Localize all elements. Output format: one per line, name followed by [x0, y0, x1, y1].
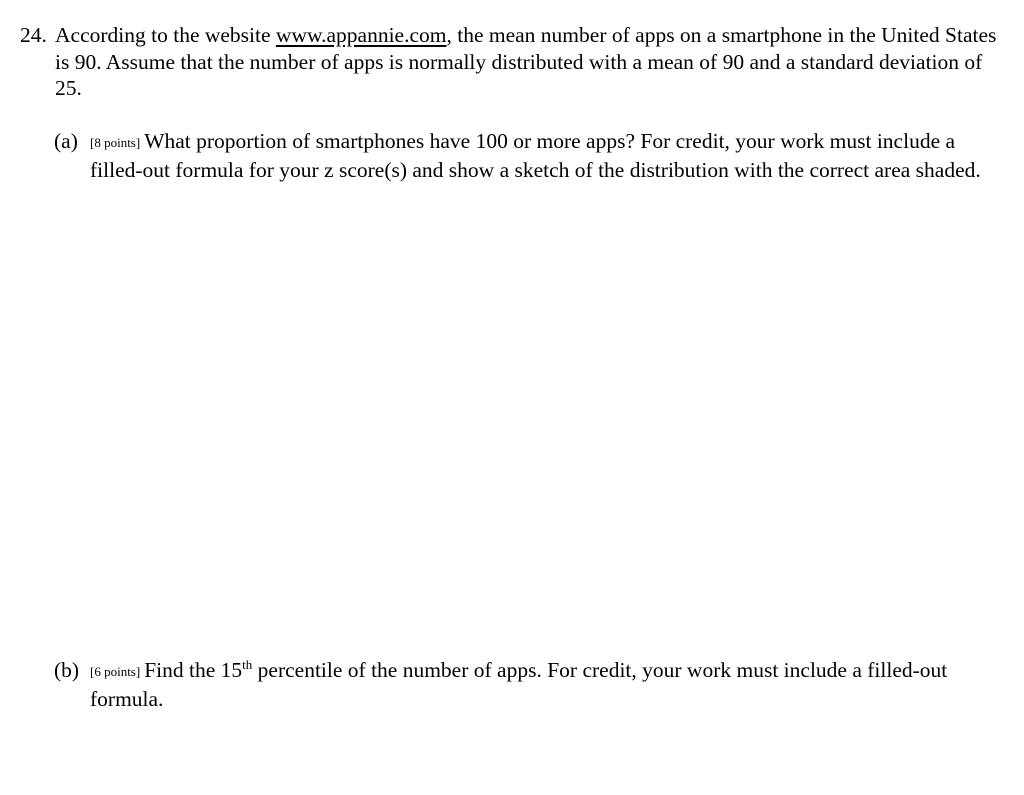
ordinal-superscript: th: [242, 657, 253, 672]
part-a-text: What proportion of smartphones have 100 or more apps? For credit, your work must include a filled-out formula for your z score(s) and show a sketch of the distribution with the correct area shaded.: [90, 129, 981, 182]
problem-number: 24.: [20, 23, 47, 47]
part-b-text-end: percentile of the number of apps. For credit, your work must include a filled-out formula.: [90, 658, 948, 711]
website-link[interactable]: www.appannie.com: [275, 23, 447, 47]
problem-statement: [55, 22, 1005, 102]
problem-intro-start: According to the website: [55, 23, 276, 47]
part-b-text-start: Find the 15: [144, 658, 243, 682]
part-a-label: (a): [54, 129, 78, 153]
part-b-label: (b): [54, 658, 80, 682]
part-b-points: [6 points]: [90, 664, 141, 679]
part-a-points: [8 points]: [90, 135, 141, 150]
part-a-question: [90, 128, 1010, 183]
problem-intro-end: , the mean number of apps on a smartphone in the United States is 90. Assume that the number of apps is normally distributed with a mean of 90 and a standard deviation of 25.: [55, 23, 997, 100]
part-b-question: [90, 657, 1010, 712]
